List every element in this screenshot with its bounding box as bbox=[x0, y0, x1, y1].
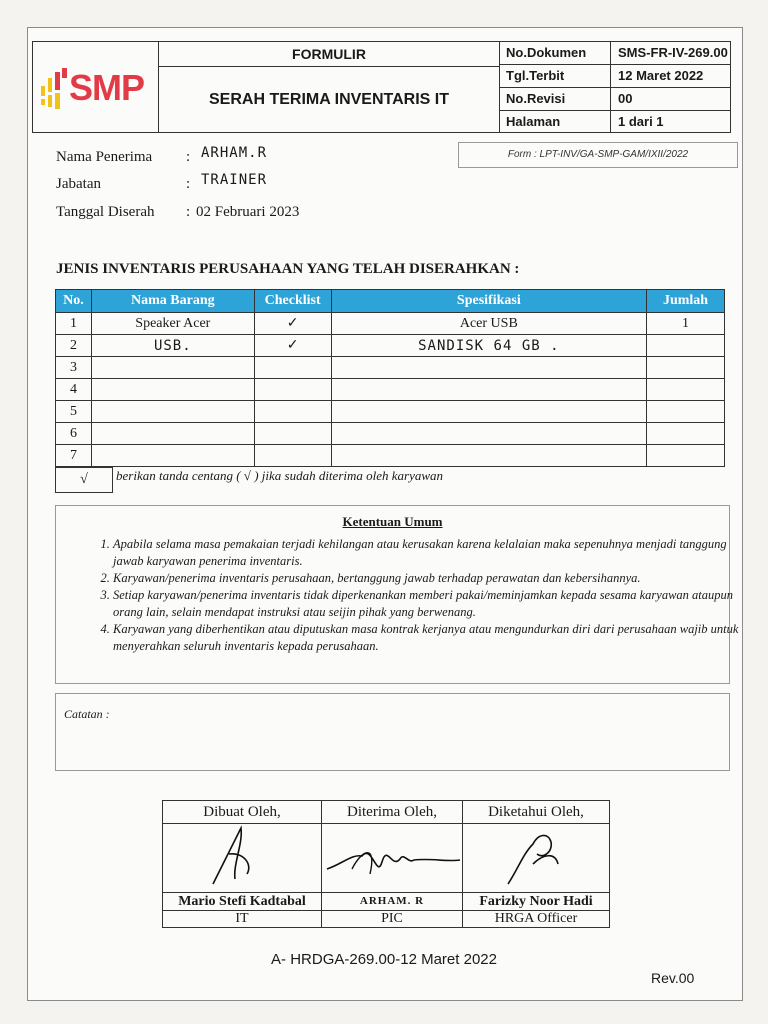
cell-jumlah bbox=[647, 335, 725, 357]
cell-check bbox=[254, 401, 331, 423]
cell-jumlah: 1 bbox=[647, 313, 725, 335]
signer-role: PIC bbox=[381, 911, 403, 926]
field-value: 02 Februari 2023 bbox=[196, 204, 300, 220]
document-header bbox=[32, 41, 731, 133]
meta-key: Tgl.Terbit bbox=[506, 68, 565, 83]
signature-table bbox=[162, 800, 610, 928]
cell-no: 3 bbox=[56, 357, 92, 379]
meta-value: 00 bbox=[618, 91, 633, 106]
cell-jumlah bbox=[647, 445, 725, 467]
cell-nama bbox=[91, 379, 254, 401]
field-label: Tanggal Diserah bbox=[56, 204, 155, 220]
cell-nama bbox=[91, 401, 254, 423]
signature-heading: Diterima Oleh, bbox=[322, 801, 462, 824]
list-item: 4. Karyawan yang diberhentikan atau diputuskan masa kontrak kerjanya atau mengundurkan diri dari perusahaan wajib untuk menyerahkan seluruh inventaris kepada perusahaan. bbox=[113, 621, 753, 655]
meta-key: No.Revisi bbox=[506, 91, 566, 106]
list-item: 3. Setiap karyawan/penerima inventaris tidak diperkenankan memberi pakai/meminjamkan kepada sesama karyawan ataupun orang lain, selain mendapat instruksi atau seijin pihak yang berwenang. bbox=[113, 587, 753, 621]
field-value: TRAINER bbox=[201, 172, 268, 188]
cell-spesifikasi bbox=[331, 423, 646, 445]
cell-spesifikasi bbox=[331, 379, 646, 401]
table-row bbox=[56, 401, 725, 423]
list-item: 2. Karyawan/penerima inventaris perusahaan, bertanggung jawab terhadap perawatan dan kebersihannya. bbox=[113, 570, 753, 587]
table-row bbox=[56, 423, 725, 445]
cell-check bbox=[254, 445, 331, 467]
column-header: Spesifikasi bbox=[331, 290, 646, 313]
cell-spesifikasi bbox=[331, 445, 646, 467]
cell-no: 1 bbox=[56, 313, 92, 335]
cell-no: 2 bbox=[56, 335, 92, 357]
field-label: Jabatan bbox=[56, 176, 101, 192]
column-header: Jumlah bbox=[647, 290, 725, 313]
signer-role: IT bbox=[235, 911, 249, 926]
cell-spesifikasi: Acer USB bbox=[331, 313, 646, 335]
signer-name: Mario Stefi Kadtabal bbox=[163, 892, 321, 911]
cell-jumlah bbox=[647, 379, 725, 401]
logo-cell bbox=[33, 42, 159, 132]
cell-check: ✓ bbox=[254, 313, 331, 335]
inventory-table bbox=[55, 289, 725, 467]
cell-spesifikasi bbox=[331, 401, 646, 423]
cell-nama bbox=[91, 445, 254, 467]
cell-nama bbox=[91, 423, 254, 445]
column-header: No. bbox=[56, 290, 92, 313]
cell-check bbox=[254, 379, 331, 401]
signer-role: HRGA Officer bbox=[494, 911, 578, 926]
document-title: SERAH TERIMA INVENTARIS IT bbox=[208, 91, 449, 108]
form-label: FORMULIR bbox=[159, 42, 499, 67]
notes-label: Catatan : bbox=[64, 707, 110, 721]
table-row bbox=[56, 335, 725, 357]
meta-value: 12 Maret 2022 bbox=[618, 68, 704, 83]
column-header: Nama Barang bbox=[91, 290, 254, 313]
cell-jumlah bbox=[647, 357, 725, 379]
list-item: 1. Apabila selama masa pemakaian terjadi kehilangan atau kerusakan karena kelalaian maka sepenuhnya menjadi tanggung jawab karyawan penerima inventaris. bbox=[113, 536, 753, 570]
cell-check bbox=[254, 357, 331, 379]
field-label: Nama Penerima bbox=[56, 149, 153, 165]
signature-column-diketahui bbox=[463, 801, 609, 927]
signer-name: ARHAM. R bbox=[322, 892, 462, 911]
meta-value: SMS-FR-IV-269.00 bbox=[618, 45, 728, 60]
signature-image bbox=[463, 824, 609, 892]
cell-nama bbox=[91, 357, 254, 379]
revision-label: Rev.00 bbox=[651, 970, 695, 986]
smp-logo bbox=[41, 64, 153, 114]
general-terms-list bbox=[81, 536, 753, 655]
meta-value: 1 dari 1 bbox=[618, 114, 664, 129]
notes-box bbox=[55, 693, 730, 771]
section-title: JENIS INVENTARIS PERUSAHAAN YANG TELAH DISERAHKAN : bbox=[56, 261, 520, 277]
form-reference: Form : LPT-INV/GA-SMP-GAM/IXII/2022 bbox=[458, 142, 738, 168]
cell-spesifikasi bbox=[331, 357, 646, 379]
cell-nama: USB. bbox=[91, 335, 254, 357]
cell-jumlah bbox=[647, 401, 725, 423]
general-terms-box bbox=[55, 505, 739, 684]
column-header: Checklist bbox=[254, 290, 331, 313]
document-footer: A- HRDGA-269.00-12 Maret 2022 bbox=[271, 951, 497, 968]
checkmark-legend-text: berikan tanda centang ( √ ) jika sudah diterima oleh karyawan bbox=[116, 468, 444, 483]
signature-column-dibuat bbox=[163, 801, 322, 927]
cell-jumlah bbox=[647, 423, 725, 445]
table-row bbox=[56, 379, 725, 401]
table-row bbox=[56, 313, 725, 335]
signature-heading: Diketahui Oleh, bbox=[463, 801, 609, 824]
signature-image bbox=[163, 824, 321, 892]
cell-spesifikasi: SANDISK 64 GB . bbox=[331, 335, 646, 357]
cell-no: 6 bbox=[56, 423, 92, 445]
signature-column-diterima bbox=[322, 801, 463, 927]
checkmark-legend-box: √ bbox=[55, 467, 113, 493]
cell-no: 5 bbox=[56, 401, 92, 423]
general-terms-title: Ketentuan Umum bbox=[342, 514, 443, 529]
meta-key: Halaman bbox=[506, 114, 561, 129]
table-row bbox=[56, 357, 725, 379]
cell-no: 7 bbox=[56, 445, 92, 467]
field-value: ARHAM.R bbox=[201, 145, 268, 161]
signature-heading: Dibuat Oleh, bbox=[163, 801, 321, 824]
cell-check: ✓ bbox=[254, 335, 331, 357]
cell-nama: Speaker Acer bbox=[91, 313, 254, 335]
document-meta bbox=[500, 42, 730, 132]
cell-check bbox=[254, 423, 331, 445]
signer-name: Farizky Noor Hadi bbox=[463, 892, 609, 911]
table-header-row bbox=[56, 290, 725, 313]
meta-key: No.Dokumen bbox=[506, 45, 587, 60]
logo-text: SMP bbox=[69, 67, 145, 108]
cell-no: 4 bbox=[56, 379, 92, 401]
signature-image bbox=[322, 824, 462, 892]
table-row bbox=[56, 445, 725, 467]
